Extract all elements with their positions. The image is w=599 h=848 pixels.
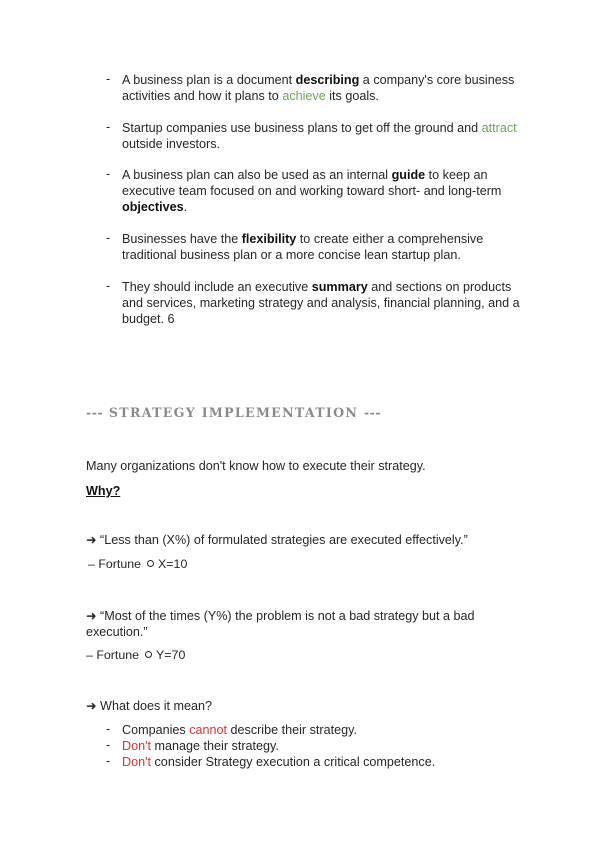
- answer-dash: -: [106, 722, 111, 736]
- answer-dash: -: [106, 738, 111, 752]
- quote-2: ➜ “Most of the times (Y%) the problem is not a bad strategy but a bad execution.”: [86, 609, 475, 639]
- section-heading: --- STRATEGY IMPLEMENTATION ---: [86, 405, 382, 420]
- bullet-dash: -: [106, 72, 111, 86]
- bullet-text: They should include an executive summary and sections on products and services, marketing strategy and analysis, financial planning, and a budget. 6: [122, 280, 520, 326]
- bullet-text: Businesses have the flexibility to create either a comprehensive traditional business plan or a more concise lean startup plan.: [122, 232, 484, 262]
- answer-dash: -: [106, 754, 111, 768]
- bullet-dash: -: [106, 279, 111, 293]
- bullet-text: Startup companies use business plans to get off the ground and attract outside investors.: [122, 121, 517, 151]
- bullet-dash: -: [106, 231, 111, 245]
- intro-text: Many organizations don't know how to execute their strategy.: [86, 459, 426, 473]
- answer-item: Don't consider Strategy execution a critical competence.: [122, 755, 436, 769]
- bullet-circle-icon: [145, 651, 152, 658]
- question: ➜ What does it mean?: [86, 699, 213, 713]
- bullet-text: A business plan can also be used as an internal guide to keep an executive team focused on and working toward short- and long-term objectives.: [122, 168, 502, 214]
- answer-item: Companies cannot describe their strategy.: [122, 723, 357, 737]
- bullet-dash: -: [106, 167, 111, 181]
- answer-item: Don't manage their strategy.: [122, 739, 279, 753]
- quote-1: ➜ “Less than (X%) of formulated strategies are executed effectively.”: [86, 533, 468, 547]
- source-1: – Fortune X=10: [88, 557, 188, 571]
- why-heading: Why?: [86, 484, 121, 498]
- bullet-dash: -: [106, 120, 111, 134]
- bullet-text: A business plan is a document describing a company's core business activities and how it plans to achieve its goals.: [122, 73, 515, 103]
- source-2: – Fortune Y=70: [86, 648, 186, 662]
- bullet-circle-icon: [147, 560, 154, 567]
